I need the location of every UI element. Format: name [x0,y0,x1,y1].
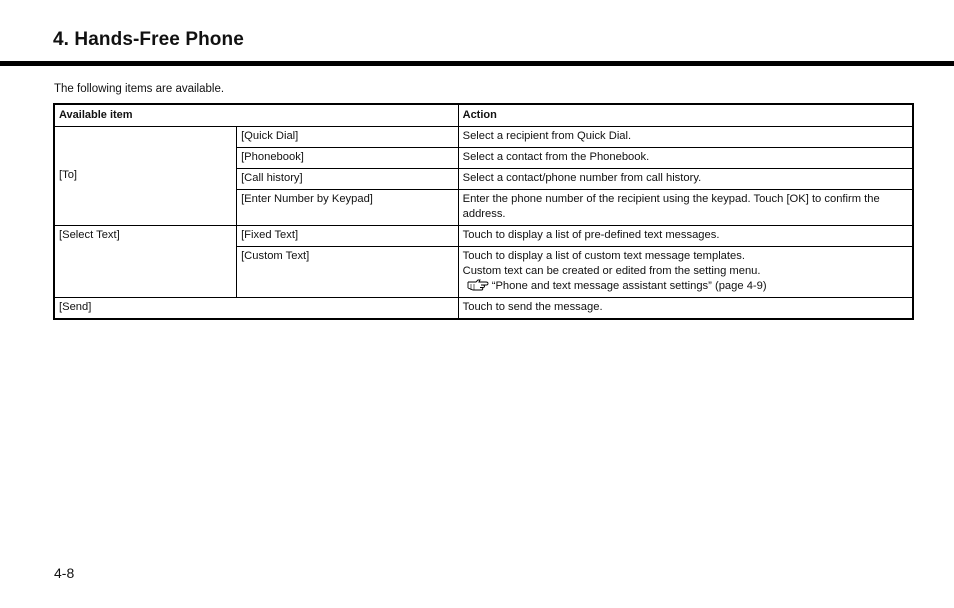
table-header-row [54,104,913,127]
table-row [54,127,913,148]
pointing-hand-icon [467,279,489,291]
action-cell: Select a recipient from Quick Dial. [458,127,913,148]
intro-text: The following items are available. [54,83,225,95]
sub-item: [Custom Text] [237,247,459,298]
item-send: [Send] [54,298,458,320]
section-title: 4. Hands-Free Phone [53,29,244,50]
sub-item: [Enter Number by Keypad] [237,190,459,226]
action-cell: Enter the phone number of the recipient using the keypad. Touch [OK] to confirm the address. [458,190,913,226]
table-row [54,226,913,247]
item-select-text: [Select Text] [54,226,237,298]
action-line: Touch to display a list of custom text message templates. [462,250,745,262]
page-number: 4-8 [54,565,75,581]
header-available-item: Available item [54,104,458,127]
header-action: Action [458,104,913,127]
available-items-table [53,103,914,320]
reference-text: “Phone and text message assistant settings” (page 4-9) [491,280,767,292]
table-row [54,298,913,320]
page-reference [463,279,908,294]
sub-item: [Phonebook] [237,148,459,169]
action-cell: Select a contact/phone number from call history. [458,169,913,190]
title-rule [0,61,954,66]
action-cell [458,247,913,298]
action-cell: Touch to display a list of pre-defined text messages. [458,226,913,247]
sub-item: [Quick Dial] [237,127,459,148]
sub-item: [Call history] [237,169,459,190]
action-cell: Touch to send the message. [458,298,913,320]
action-line: Custom text can be created or edited from the setting menu. [462,265,761,277]
sub-item: [Fixed Text] [237,226,459,247]
action-cell: Select a contact from the Phonebook. [458,148,913,169]
item-to: [To] [54,127,237,226]
